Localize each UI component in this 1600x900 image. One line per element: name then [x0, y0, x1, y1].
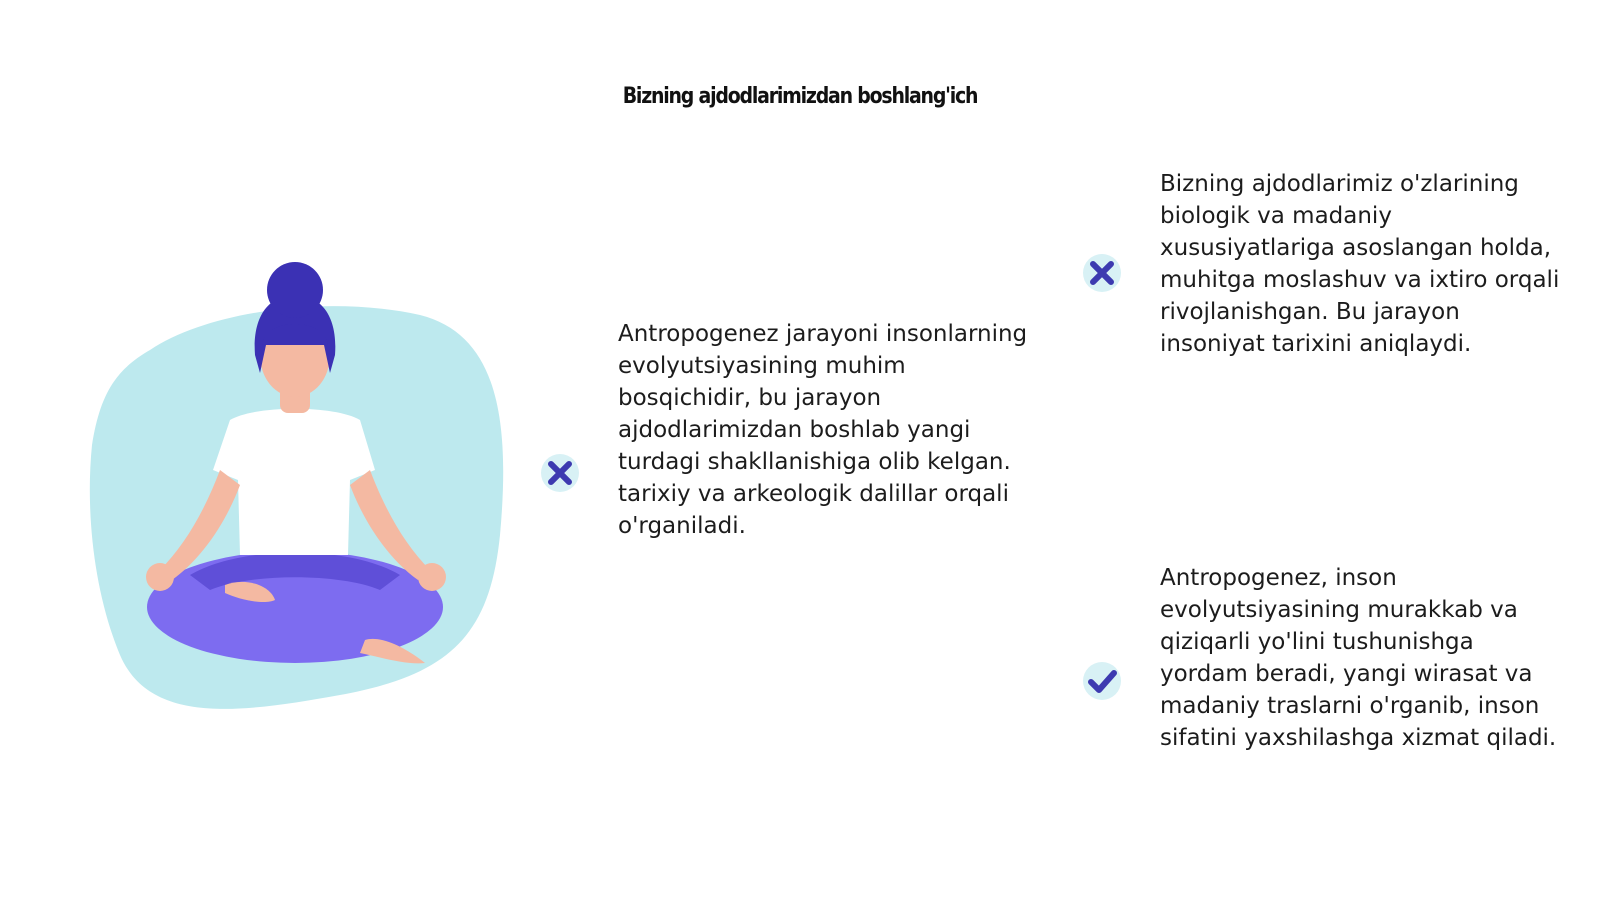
check-icon: [1080, 659, 1124, 703]
slide-title: Bizning ajdodlarimizdan boshlang'ich: [622, 84, 978, 109]
info-text-ajdodlarimiz: Bizning ajdodlarimiz o'zlarining biologik va madaniy xususiyatlariga asoslangan holda, muhitga moslashuv va ixtiro orqali rivojlanishgan. Bu jarayon insoniyat tarixini aniqlaydi.: [1160, 171, 1560, 357]
meditating-woman-icon: [80, 255, 520, 735]
info-text-antropogenez-inson: Antropogenez, inson evolyutsiyasining murakkab va qiziqarli yo'lini tushunishga yordam beradi, yangi wirasat va madaniy traslarni o'rganib, inson sifatini yaxshilashga xizmat qiladi.: [1160, 565, 1557, 751]
cross-icon: [1080, 251, 1124, 295]
info-text-antropogenez-jarayoni: Antropogenez jarayoni insonlarning evolyutsiyasining muhim bosqichidir, bu jarayon ajdodlarimizdan boshlab yangi turdagi shakllanishiga olib kelgan. tarixiy va arkeologik dalillar orqali o'rganiladi.: [618, 321, 1028, 539]
cross-icon: [538, 451, 582, 495]
